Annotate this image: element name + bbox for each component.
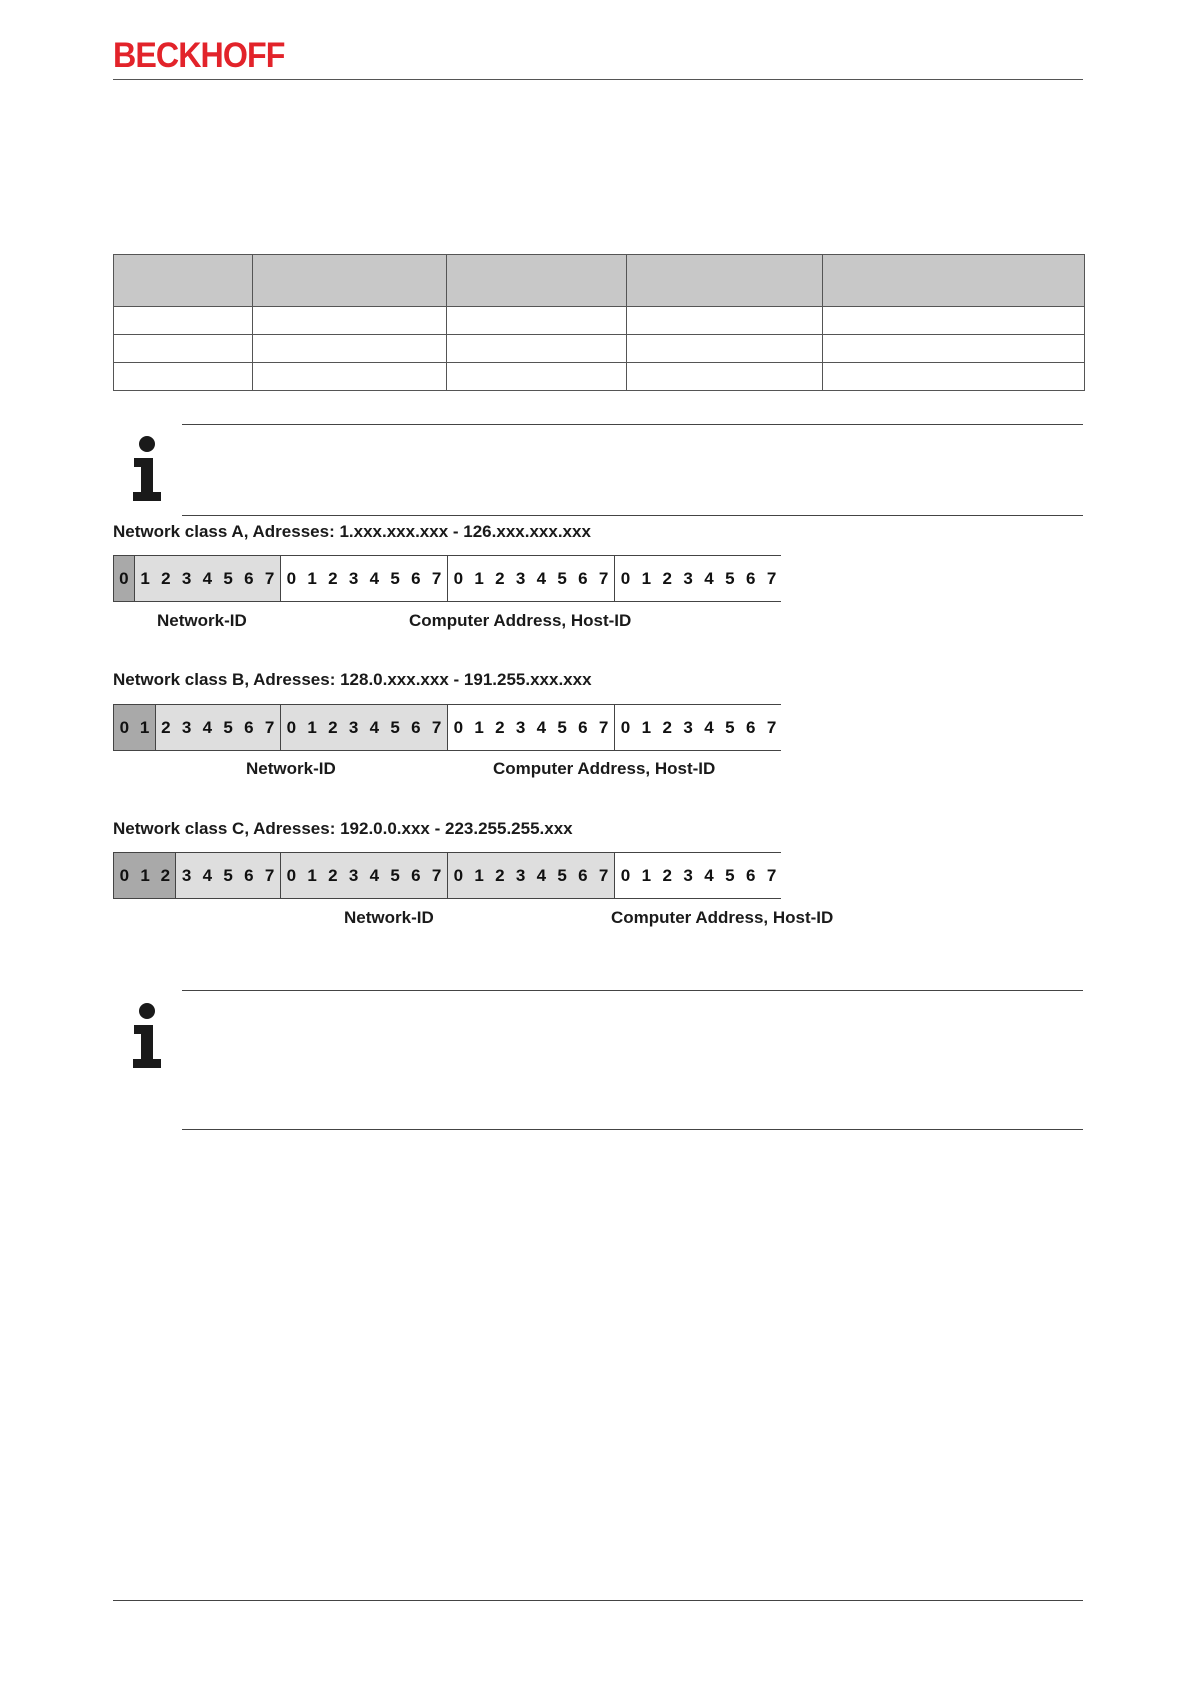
table-header-cell bbox=[114, 255, 253, 307]
bit-cell: 4 bbox=[699, 705, 720, 750]
table-header-cell bbox=[253, 255, 447, 307]
bit-cell: 1 bbox=[469, 853, 490, 898]
bit-cell: 0 bbox=[281, 853, 302, 898]
bit-cell: 6 bbox=[406, 853, 427, 898]
bit-cell: 4 bbox=[531, 853, 552, 898]
bit-cell: 4 bbox=[531, 556, 552, 601]
table-row bbox=[114, 363, 1085, 391]
bit-cell: 0 bbox=[114, 556, 135, 601]
bit-cell: 6 bbox=[573, 853, 594, 898]
bit-cell: 2 bbox=[490, 705, 511, 750]
bit-cell: 7 bbox=[593, 705, 614, 750]
bit-cell: 0 bbox=[448, 853, 469, 898]
bit-cell: 4 bbox=[364, 853, 385, 898]
network-id-label: Network-ID bbox=[157, 611, 247, 630]
table-cell bbox=[823, 307, 1085, 335]
table-cell bbox=[253, 307, 447, 335]
octet bbox=[281, 556, 448, 601]
bit-cell: 4 bbox=[364, 556, 385, 601]
bit-cell: 6 bbox=[740, 556, 761, 601]
table-cell bbox=[253, 363, 447, 391]
bit-cell: 5 bbox=[552, 705, 573, 750]
bit-cell: 5 bbox=[385, 705, 406, 750]
table-header-row bbox=[114, 255, 1085, 307]
bit-cell: 7 bbox=[259, 705, 280, 750]
table-header-cell bbox=[627, 255, 823, 307]
bit-cell: 4 bbox=[531, 705, 552, 750]
bit-cell: 0 bbox=[114, 705, 135, 750]
octet bbox=[615, 853, 782, 898]
bit-field-class-b bbox=[113, 704, 781, 751]
bit-cell: 7 bbox=[426, 705, 447, 750]
bit-cell: 2 bbox=[323, 705, 344, 750]
bit-cell: 0 bbox=[281, 556, 302, 601]
octet bbox=[448, 853, 615, 898]
bit-cell: 1 bbox=[135, 853, 156, 898]
bit-cell: 1 bbox=[135, 556, 156, 601]
bit-cell: 3 bbox=[678, 556, 699, 601]
bit-cell: 4 bbox=[699, 556, 720, 601]
bit-cell: 7 bbox=[426, 556, 447, 601]
bit-cell: 6 bbox=[740, 705, 761, 750]
bit-cell: 2 bbox=[323, 853, 344, 898]
bit-cell: 1 bbox=[302, 556, 323, 601]
bit-cell: 3 bbox=[176, 556, 197, 601]
bit-cell: 7 bbox=[761, 556, 782, 601]
bit-cell: 6 bbox=[239, 853, 260, 898]
bit-field-class-a bbox=[113, 555, 781, 602]
bit-cell: 7 bbox=[593, 556, 614, 601]
bit-cell: 3 bbox=[343, 705, 364, 750]
bit-cell: 6 bbox=[573, 556, 594, 601]
bit-cell: 4 bbox=[197, 556, 218, 601]
bit-cell: 5 bbox=[719, 705, 740, 750]
bit-cell: 0 bbox=[448, 556, 469, 601]
bit-field-class-c bbox=[113, 852, 781, 899]
bit-cell: 7 bbox=[426, 853, 447, 898]
bit-cell: 7 bbox=[761, 705, 782, 750]
bit-cell: 4 bbox=[197, 705, 218, 750]
table-cell bbox=[253, 335, 447, 363]
octet bbox=[448, 705, 615, 750]
table-cell bbox=[114, 363, 253, 391]
note-rule-bottom bbox=[182, 1129, 1083, 1130]
host-id-label: Computer Address, Host-ID bbox=[409, 611, 632, 630]
octet bbox=[615, 556, 782, 601]
footer-rule bbox=[113, 1600, 1083, 1601]
bit-cell: 7 bbox=[593, 853, 614, 898]
table-cell bbox=[627, 307, 823, 335]
bit-cell: 0 bbox=[114, 853, 135, 898]
diagram-caption-class-c: Network class C, Adresses: 192.0.0.xxx - 223.255.255.xxx bbox=[113, 819, 573, 838]
bit-cell: 3 bbox=[510, 705, 531, 750]
bit-cell: 0 bbox=[615, 705, 636, 750]
bit-cell: 5 bbox=[552, 853, 573, 898]
bit-cell: 2 bbox=[657, 556, 678, 601]
bit-cell: 1 bbox=[636, 853, 657, 898]
bit-cell: 3 bbox=[343, 556, 364, 601]
table-cell bbox=[823, 363, 1085, 391]
bit-cell: 1 bbox=[469, 705, 490, 750]
bit-cell: 4 bbox=[197, 853, 218, 898]
bit-cell: 6 bbox=[406, 705, 427, 750]
note-rule-top bbox=[182, 424, 1083, 425]
table-row bbox=[114, 335, 1085, 363]
diagram-caption-class-b: Network class B, Adresses: 128.0.xxx.xxx - 191.255.xxx.xxx bbox=[113, 670, 592, 689]
bit-cell: 1 bbox=[302, 705, 323, 750]
bit-cell: 5 bbox=[218, 556, 239, 601]
octet bbox=[281, 705, 448, 750]
bit-cell: 6 bbox=[239, 705, 260, 750]
bit-cell: 0 bbox=[615, 556, 636, 601]
bit-cell: 1 bbox=[302, 853, 323, 898]
table-cell bbox=[627, 363, 823, 391]
bit-cell: 7 bbox=[761, 853, 782, 898]
bit-cell: 3 bbox=[510, 853, 531, 898]
bit-cell: 2 bbox=[490, 853, 511, 898]
bit-cell: 2 bbox=[657, 853, 678, 898]
octet bbox=[281, 853, 448, 898]
network-id-label: Network-ID bbox=[246, 759, 336, 778]
table-cell bbox=[823, 335, 1085, 363]
bit-cell: 5 bbox=[552, 556, 573, 601]
bit-cell: 4 bbox=[364, 705, 385, 750]
bit-cell: 2 bbox=[156, 853, 177, 898]
diagram-caption-class-a: Network class A, Adresses: 1.xxx.xxx.xxx - 126.xxx.xxx.xxx bbox=[113, 522, 591, 541]
bit-cell: 1 bbox=[135, 705, 156, 750]
bit-cell: 2 bbox=[657, 705, 678, 750]
bit-cell: 5 bbox=[218, 853, 239, 898]
bit-cell: 4 bbox=[699, 853, 720, 898]
table-row bbox=[114, 307, 1085, 335]
bit-cell: 6 bbox=[740, 853, 761, 898]
bit-cell: 2 bbox=[156, 556, 177, 601]
bit-cell: 3 bbox=[678, 705, 699, 750]
table-header-cell bbox=[823, 255, 1085, 307]
header-rule bbox=[113, 79, 1083, 80]
beckhoff-logo: BECKHOFF bbox=[113, 36, 285, 75]
octet bbox=[615, 705, 782, 750]
bit-cell: 3 bbox=[678, 853, 699, 898]
bit-cell: 0 bbox=[615, 853, 636, 898]
note-rule-bottom bbox=[182, 515, 1083, 516]
bit-cell: 5 bbox=[719, 853, 740, 898]
bit-cell: 2 bbox=[323, 556, 344, 601]
bit-cell: 1 bbox=[469, 556, 490, 601]
bit-cell: 3 bbox=[510, 556, 531, 601]
bit-cell: 0 bbox=[281, 705, 302, 750]
bit-cell: 7 bbox=[259, 853, 280, 898]
table-cell bbox=[114, 307, 253, 335]
bit-cell: 5 bbox=[385, 853, 406, 898]
bit-cell: 5 bbox=[719, 556, 740, 601]
bit-cell: 6 bbox=[406, 556, 427, 601]
bit-cell: 3 bbox=[343, 853, 364, 898]
info-icon bbox=[132, 436, 162, 502]
data-table bbox=[113, 254, 1085, 391]
bit-cell: 6 bbox=[239, 556, 260, 601]
octet bbox=[114, 705, 281, 750]
octet bbox=[114, 556, 281, 601]
bit-cell: 0 bbox=[448, 705, 469, 750]
bit-cell: 3 bbox=[176, 705, 197, 750]
table-cell bbox=[447, 363, 627, 391]
bit-cell: 5 bbox=[218, 705, 239, 750]
bit-cell: 2 bbox=[156, 705, 177, 750]
bit-cell: 5 bbox=[385, 556, 406, 601]
octet bbox=[448, 556, 615, 601]
octet bbox=[114, 853, 281, 898]
info-icon bbox=[132, 1003, 162, 1069]
bit-cell: 1 bbox=[636, 556, 657, 601]
bit-cell: 2 bbox=[490, 556, 511, 601]
network-id-label: Network-ID bbox=[344, 908, 434, 927]
table-cell bbox=[447, 335, 627, 363]
bit-cell: 6 bbox=[573, 705, 594, 750]
bit-cell: 3 bbox=[176, 853, 197, 898]
bit-cell: 7 bbox=[259, 556, 280, 601]
host-id-label: Computer Address, Host-ID bbox=[611, 908, 834, 927]
table-header-cell bbox=[447, 255, 627, 307]
host-id-label: Computer Address, Host-ID bbox=[493, 759, 716, 778]
bit-cell: 1 bbox=[636, 705, 657, 750]
note-rule-top bbox=[182, 990, 1083, 991]
table-cell bbox=[114, 335, 253, 363]
table-cell bbox=[447, 307, 627, 335]
table-cell bbox=[627, 335, 823, 363]
